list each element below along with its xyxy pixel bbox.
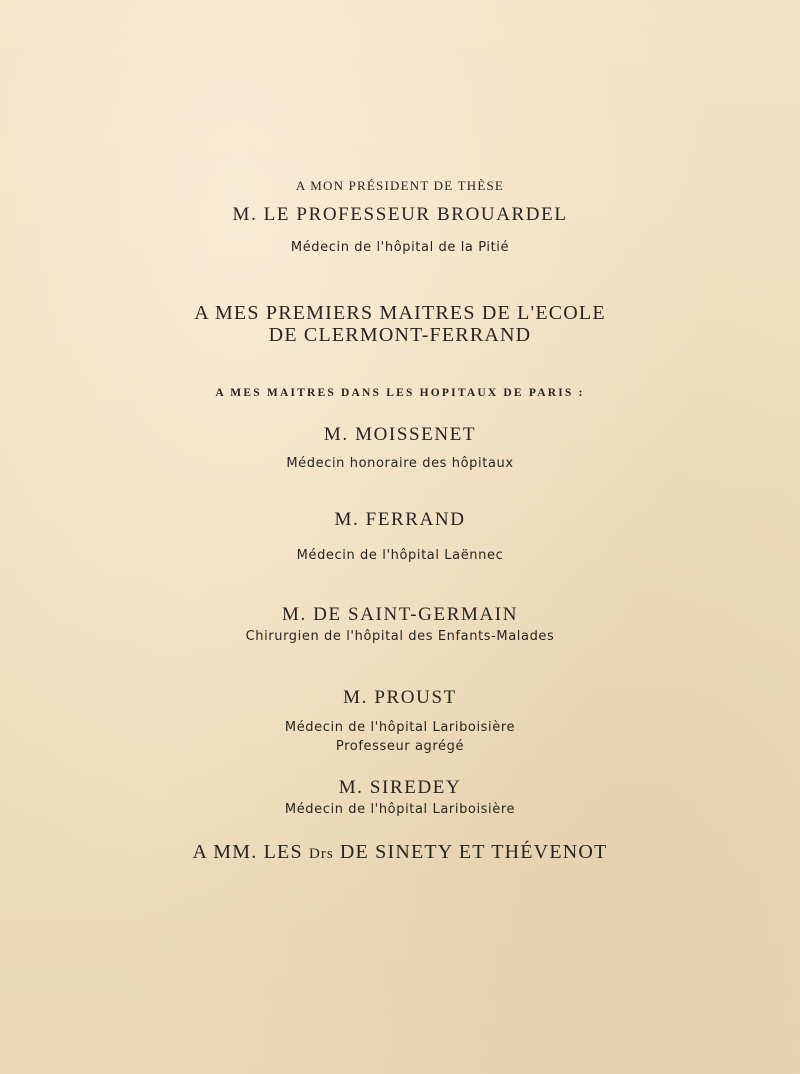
- maitre-name: M. FERRAND: [334, 509, 466, 530]
- maitre-title: Professeur agrégé: [335, 739, 465, 754]
- maitre-name: M. SIREDEY: [338, 777, 462, 798]
- maitre-title: Médecin de l'hôpital Lariboisière: [284, 720, 516, 735]
- president-name: M. LE PROFESSEUR BROUARDEL: [232, 204, 568, 225]
- president-title: Médecin de l'hôpital de la Pitié: [290, 240, 510, 255]
- maitre-name: M. PROUST: [343, 687, 457, 708]
- maitres-paris-heading: A MES MAITRES DANS LES HOPITAUX DE PARIS :: [215, 387, 585, 399]
- maitre-title: Médecin de l'hôpital Laënnec: [296, 548, 504, 563]
- final-dedication-drs: Drs: [309, 846, 334, 862]
- final-dedication: [0, 841, 800, 864]
- final-dedication-prefix: A MM. LES: [192, 841, 309, 863]
- maitre-name: M. MOISSENET: [323, 424, 477, 445]
- maitre-title: Médecin de l'hôpital Lariboisière: [284, 802, 516, 817]
- maitre-title: Chirurgien de l'hôpital des Enfants-Malades: [245, 629, 555, 644]
- final-dedication-suffix: DE SINETY ET THÉVENOT: [333, 841, 608, 863]
- maitre-title: Médecin honoraire des hôpitaux: [286, 456, 514, 471]
- premiers-maitres-line-2: DE CLERMONT-FERRAND: [268, 324, 532, 346]
- premiers-maitres-line-1: A MES PREMIERS MAITRES DE L'ECOLE: [194, 302, 606, 324]
- maitre-name: M. DE SAINT-GERMAIN: [281, 604, 519, 625]
- president-heading: A MON PRÉSIDENT DE THÈSE: [295, 178, 505, 193]
